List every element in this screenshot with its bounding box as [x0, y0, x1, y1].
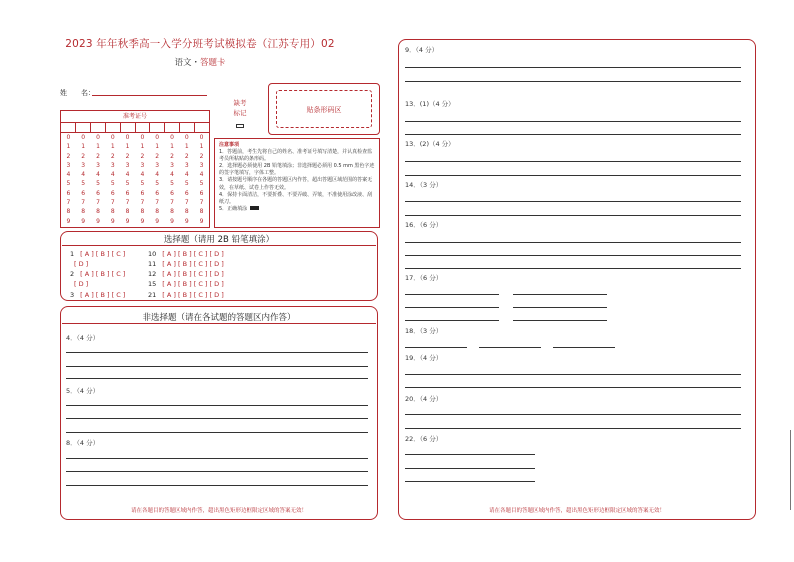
choice-row[interactable]	[148, 250, 224, 258]
exam-number-column	[91, 133, 106, 226]
exam-number-entry-cell[interactable]	[121, 123, 136, 133]
digit-bubble[interactable]: 5	[66, 180, 71, 188]
digit-bubble[interactable]: 6	[66, 189, 71, 197]
digit-bubble[interactable]: 9	[66, 217, 71, 225]
question-label: 18．（3 分）	[405, 327, 443, 335]
digit-bubble[interactable]: 1	[96, 143, 100, 151]
digit-bubble[interactable]: 8	[125, 208, 130, 216]
exam-number-column	[194, 133, 209, 226]
digit-bubble[interactable]: 7	[155, 199, 160, 207]
notice-item: 5．正确填涂	[219, 205, 248, 212]
digit-bubble[interactable]: 7	[199, 199, 204, 207]
answer-line[interactable]	[405, 121, 741, 122]
question-label: 14．（3 分）	[405, 181, 443, 189]
digit-bubble[interactable]: 0	[140, 134, 145, 141]
answer-line[interactable]	[405, 428, 741, 429]
choice-num: 10	[148, 250, 157, 258]
nonchoice-section	[60, 306, 378, 520]
answer-line[interactable]	[405, 387, 741, 388]
choice-options[interactable]: [ A ] [ B ] [ C ] [ D ]	[162, 260, 224, 268]
footer-warning: 请在各题目的答题区域内作答，超出黑色矩形边框限定区域的答案无效！	[130, 508, 307, 514]
answer-line[interactable]	[405, 307, 499, 308]
exam-number-bubbles[interactable]	[61, 133, 209, 226]
notice-item: 4．保持卡面清洁，不要折叠、不要弄破、弄皱，不准使用涂改液、刮纸刀。	[219, 191, 373, 205]
digit-bubble[interactable]: 8	[66, 208, 71, 216]
digit-bubble[interactable]: 1	[125, 143, 130, 151]
digit-bubble[interactable]: 9	[125, 217, 130, 225]
digit-bubble[interactable]: 6	[140, 189, 145, 197]
digit-bubble[interactable]: 7	[96, 199, 100, 207]
choice-row[interactable]	[70, 291, 125, 299]
digit-bubble[interactable]: 3	[199, 161, 204, 169]
digit-bubble[interactable]: 8	[155, 208, 160, 216]
exam-number-column	[179, 133, 194, 226]
absent-mark-box[interactable]	[236, 124, 244, 128]
question-label: 4．（4 分）	[66, 334, 100, 342]
choice-num: 2	[70, 270, 75, 278]
answer-line[interactable]	[405, 255, 741, 256]
choice-row[interactable]	[148, 260, 224, 268]
name-field[interactable]	[92, 95, 207, 96]
nonchoice-divider	[62, 323, 376, 324]
exam-number-entry-row[interactable]	[61, 123, 209, 133]
digit-bubble[interactable]: 1	[66, 143, 71, 151]
digit-bubble[interactable]: 5	[96, 180, 100, 188]
digit-bubble[interactable]: 2	[125, 152, 130, 160]
digit-bubble[interactable]: 1	[184, 143, 189, 151]
choice-row[interactable]	[148, 270, 224, 278]
choice-row[interactable]	[70, 250, 125, 258]
digit-bubble[interactable]: 0	[96, 134, 100, 141]
digit-bubble[interactable]: 5	[170, 180, 174, 188]
choice-options[interactable]: [ A ] [ B ] [ C ] [ D ]	[162, 280, 224, 288]
choice-num: 21	[148, 291, 157, 299]
digit-bubble[interactable]: 0	[66, 134, 71, 141]
digit-bubble[interactable]: 5	[184, 180, 189, 188]
digit-bubble[interactable]: 9	[199, 217, 204, 225]
answer-line[interactable]	[405, 81, 741, 82]
answer-line[interactable]	[405, 294, 499, 295]
digit-bubble[interactable]: 6	[110, 189, 115, 197]
digit-bubble[interactable]: 3	[140, 161, 145, 169]
digit-bubble[interactable]: 0	[184, 134, 189, 141]
digit-bubble[interactable]: 4	[81, 171, 86, 179]
digit-bubble[interactable]: 4	[96, 171, 100, 179]
digit-bubble[interactable]: 2	[110, 152, 115, 160]
digit-bubble[interactable]: 3	[66, 161, 71, 169]
exam-number-entry-cell[interactable]	[165, 123, 180, 133]
question-label: 19．（4 分）	[405, 354, 443, 362]
digit-bubble[interactable]: 7	[66, 199, 71, 207]
name-label: 姓 名：	[60, 89, 95, 97]
digit-bubble[interactable]: 4	[170, 171, 174, 179]
choice-title: 选择题（请用 2B 铅笔填涂）	[163, 235, 275, 245]
exam-number-entry-cell[interactable]	[91, 123, 106, 133]
answer-line[interactable]	[513, 294, 607, 295]
answer-line[interactable]	[66, 366, 368, 367]
digit-bubble[interactable]: 3	[155, 161, 160, 169]
digit-bubble[interactable]: 4	[184, 171, 189, 179]
exam-number-column	[76, 133, 91, 226]
choice-num: 11	[148, 260, 157, 268]
absent-mark-label	[230, 98, 250, 118]
absent-mark-label-line1: 缺考	[233, 99, 247, 107]
digit-bubble[interactable]: 1	[155, 143, 160, 151]
answer-line[interactable]	[405, 67, 741, 68]
answer-line[interactable]	[66, 418, 368, 419]
digit-bubble[interactable]: 8	[140, 208, 145, 216]
digit-bubble[interactable]: 9	[170, 217, 174, 225]
answer-line[interactable]	[66, 378, 368, 379]
answer-line[interactable]	[405, 320, 499, 321]
digit-bubble[interactable]: 9	[184, 217, 189, 225]
choice-options[interactable]: [ A ] [ B ] [ C ]	[80, 250, 126, 258]
page-title: 2023 年年秋季高一入学分班考试模拟卷（江苏专用）02	[65, 38, 335, 50]
exam-number-entry-cell[interactable]	[106, 123, 121, 133]
digit-bubble[interactable]: 7	[170, 199, 174, 207]
answer-line[interactable]	[405, 454, 535, 455]
digit-bubble[interactable]: 6	[125, 189, 130, 197]
digit-bubble[interactable]: 8	[110, 208, 115, 216]
digit-bubble[interactable]: 7	[140, 199, 145, 207]
choice-num: 15	[148, 280, 157, 288]
answer-line[interactable]	[66, 352, 368, 353]
answer-line[interactable]	[405, 134, 741, 135]
question-label: 5．（4 分）	[66, 387, 100, 395]
answer-line[interactable]	[405, 215, 741, 216]
notice-item-fill-example	[219, 206, 375, 213]
digit-bubble[interactable]: 6	[184, 189, 189, 197]
digit-bubble[interactable]: 1	[140, 143, 145, 151]
answer-line[interactable]	[405, 481, 535, 482]
digit-bubble[interactable]: 4	[140, 171, 145, 179]
digit-bubble[interactable]: 9	[96, 217, 100, 225]
answer-line[interactable]	[479, 347, 541, 348]
digit-bubble[interactable]: 9	[110, 217, 115, 225]
digit-bubble[interactable]: 7	[184, 199, 189, 207]
digit-bubble[interactable]: 6	[199, 189, 204, 197]
question-label: 20．（4 分）	[405, 395, 443, 403]
question-label: 9．（4 分）	[405, 46, 439, 54]
digit-bubble[interactable]: 5	[110, 180, 115, 188]
digit-bubble[interactable]: 4	[110, 171, 115, 179]
right-answer-section	[398, 39, 756, 520]
digit-bubble[interactable]: 0	[199, 134, 204, 141]
absent-mark-label-line2: 标记	[233, 109, 247, 117]
answer-line[interactable]	[66, 405, 368, 406]
digit-bubble[interactable]: 2	[184, 152, 189, 160]
answer-line[interactable]	[405, 347, 467, 348]
exam-number-column	[165, 133, 180, 226]
digit-bubble[interactable]: 5	[125, 180, 130, 188]
digit-bubble[interactable]: 5	[81, 180, 86, 188]
choice-options[interactable]: [ A ] [ B ] [ C ]	[80, 270, 126, 278]
digit-bubble[interactable]: 4	[66, 171, 71, 179]
question-label: 22．（6 分）	[405, 435, 443, 443]
question-label: 17．（6 分）	[405, 274, 443, 282]
subtitle-highlight: 答题卡	[200, 58, 226, 68]
choice-options[interactable]: [ D ]	[74, 280, 89, 288]
digit-bubble[interactable]: 3	[125, 161, 130, 169]
answer-line[interactable]	[513, 320, 607, 321]
digit-bubble[interactable]: 8	[199, 208, 204, 216]
choice-divider	[62, 245, 376, 246]
footer-warning: 请在各题目的答题区域内作答，超出黑色矩形边框限定区域的答案无效！	[488, 508, 665, 514]
question-label: 16．（6 分）	[405, 221, 443, 229]
digit-bubble[interactable]: 2	[170, 152, 174, 160]
digit-bubble[interactable]: 6	[96, 189, 100, 197]
digit-bubble[interactable]: 3	[81, 161, 86, 169]
exam-number-title: 准考证号	[61, 111, 209, 123]
choice-options[interactable]: [ A ] [ B ] [ C ]	[80, 291, 126, 299]
digit-bubble[interactable]: 1	[81, 143, 86, 151]
exam-number-grid	[60, 110, 210, 228]
answer-line[interactable]	[405, 175, 741, 176]
answer-line[interactable]	[66, 471, 368, 472]
exam-number-entry-cell[interactable]	[76, 123, 91, 133]
exam-number-column	[61, 133, 76, 226]
digit-bubble[interactable]: 1	[170, 143, 174, 151]
notice-title: 注意事项	[219, 142, 240, 148]
digit-bubble[interactable]: 0	[125, 134, 130, 141]
answer-line[interactable]	[405, 201, 741, 202]
digit-bubble[interactable]: 6	[170, 189, 174, 197]
answer-line[interactable]	[553, 347, 615, 348]
choice-options[interactable]: [ D ]	[74, 260, 89, 268]
digit-bubble[interactable]: 7	[81, 199, 86, 207]
choice-options[interactable]: [ A ] [ B ] [ C ] [ D ]	[162, 270, 224, 278]
answer-line[interactable]	[513, 307, 607, 308]
notice-box	[214, 138, 380, 228]
digit-bubble[interactable]: 6	[81, 189, 86, 197]
digit-bubble[interactable]: 4	[125, 171, 130, 179]
digit-bubble[interactable]: 9	[140, 217, 145, 225]
digit-bubble[interactable]: 2	[199, 152, 204, 160]
digit-bubble[interactable]: 4	[155, 171, 160, 179]
answer-line[interactable]	[405, 268, 741, 269]
digit-bubble[interactable]: 5	[140, 180, 145, 188]
answer-line[interactable]	[66, 485, 368, 486]
answer-line[interactable]	[66, 458, 368, 459]
exam-number-entry-cell[interactable]	[150, 123, 165, 133]
exam-number-entry-cell[interactable]	[136, 123, 151, 133]
digit-bubble[interactable]: 3	[110, 161, 115, 169]
exam-number-column	[135, 133, 150, 226]
digit-bubble[interactable]: 9	[155, 217, 160, 225]
choice-options[interactable]: [ A ] [ B ] [ C ] [ D ]	[162, 250, 224, 258]
notice-item: 3．请按题号顺序在各题的答题区内作答，超出答题区域范围的答案无效，在草纸、试卷上作答无效。	[219, 177, 373, 191]
choice-num: 12	[148, 270, 157, 278]
digit-bubble[interactable]: 2	[96, 152, 100, 160]
question-label: 13．(1)（4 分）	[405, 100, 455, 108]
digit-bubble[interactable]: 2	[66, 152, 71, 160]
digit-bubble[interactable]: 3	[170, 161, 174, 169]
digit-bubble[interactable]: 8	[184, 208, 189, 216]
digit-bubble[interactable]: 1	[199, 143, 204, 151]
answer-line[interactable]	[405, 242, 741, 243]
digit-bubble[interactable]: 5	[155, 180, 160, 188]
choice-row[interactable]	[148, 280, 224, 288]
digit-bubble[interactable]: 7	[125, 199, 130, 207]
choice-options[interactable]: [ A ] [ B ] [ C ] [ D ]	[162, 291, 224, 299]
question-label: 8．（4 分）	[66, 439, 100, 447]
digit-bubble[interactable]: 0	[170, 134, 174, 141]
choice-row[interactable]	[70, 270, 125, 278]
answer-line[interactable]	[405, 161, 741, 162]
notice-item: 2．选择题必须使用 2B 铅笔填涂；非选择题必须用 0.5 mm 黑色字迹的签字笔填写，字体工整。	[219, 163, 375, 177]
answer-line[interactable]	[405, 414, 741, 415]
exam-number-column	[120, 133, 135, 226]
digit-bubble[interactable]: 2	[81, 152, 86, 160]
choice-row[interactable]	[148, 291, 224, 299]
answer-line[interactable]	[405, 468, 535, 469]
digit-bubble[interactable]: 0	[81, 134, 86, 141]
nonchoice-title: 非选择题（请在各试题的答题区内作答）	[142, 313, 296, 323]
digit-bubble[interactable]: 9	[81, 217, 86, 225]
digit-bubble[interactable]: 1	[110, 143, 115, 151]
digit-bubble[interactable]: 3	[184, 161, 189, 169]
choice-num: 3	[70, 291, 75, 299]
notice-item: 1．答题前，考生先将自己的姓名、准考证号填写清楚，并认真检查监考员所粘贴的条形码。	[219, 149, 373, 163]
digit-bubble[interactable]: 3	[96, 161, 100, 169]
answer-line[interactable]	[66, 432, 368, 433]
page-subtitle	[0, 56, 400, 68]
subtitle-prefix: 语文・	[174, 58, 200, 68]
exam-number-entry-cell[interactable]	[61, 123, 76, 133]
barcode-area: 贴条形码区	[276, 90, 372, 128]
page-edge-mark	[790, 430, 791, 510]
digit-bubble[interactable]: 6	[155, 189, 160, 197]
digit-bubble[interactable]: 4	[199, 171, 204, 179]
digit-bubble[interactable]: 8	[170, 208, 174, 216]
choice-row[interactable]	[68, 260, 88, 268]
digit-bubble[interactable]: 5	[199, 180, 204, 188]
digit-bubble[interactable]: 7	[110, 199, 115, 207]
exam-number-entry-cell[interactable]	[195, 123, 209, 133]
choice-num: 1	[70, 250, 75, 258]
question-label: 13．(2)（4 分）	[405, 140, 455, 148]
digit-bubble[interactable]: 8	[96, 208, 100, 216]
digit-bubble[interactable]: 0	[110, 134, 115, 141]
exam-number-column	[105, 133, 120, 226]
exam-number-entry-cell[interactable]	[180, 123, 195, 133]
digit-bubble[interactable]: 8	[81, 208, 86, 216]
filled-bubble-example	[250, 206, 259, 210]
digit-bubble[interactable]: 2	[155, 152, 160, 160]
answer-line[interactable]	[405, 374, 741, 375]
choice-row[interactable]	[68, 280, 88, 288]
digit-bubble[interactable]: 2	[140, 152, 145, 160]
digit-bubble[interactable]: 0	[155, 134, 160, 141]
exam-number-column	[150, 133, 165, 226]
